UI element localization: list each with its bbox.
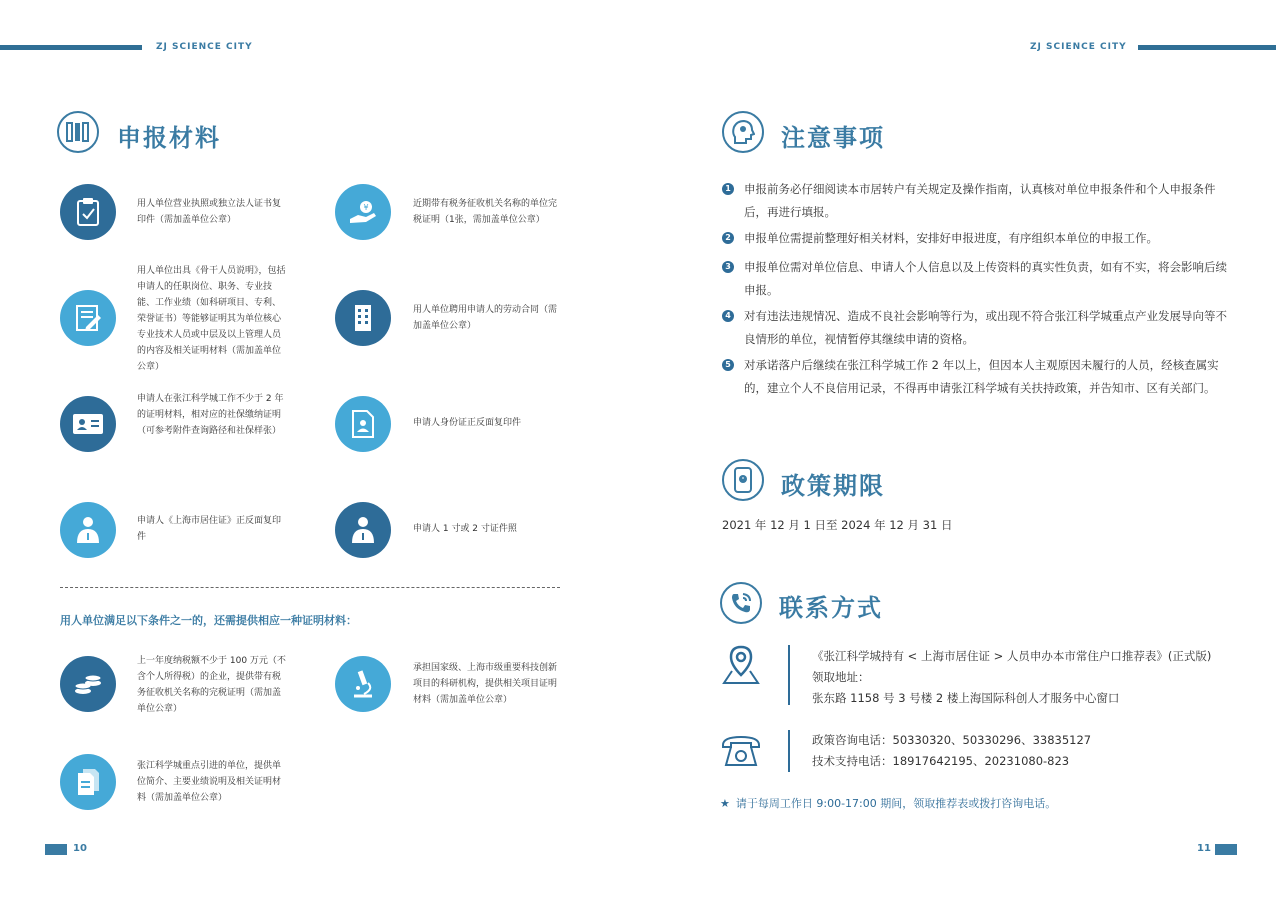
item-text: 申请人在张江科学城工作不少于 2 年的证明材料，相对应的社保缴纳证明（可参考附件查询路径和社保样张）: [137, 394, 284, 436]
item-text: 用人单位聘用申请人的劳动合同（需加盖单位公章）: [413, 305, 558, 331]
brand-left: ZJ SCIENCE CITY: [156, 42, 253, 52]
condition-heading: 用人单位满足以下条件之一的，还需提供相应一种证明材料：: [60, 614, 357, 627]
item-text: 申请人身份证正反面复印件: [413, 418, 522, 428]
page-number-bar-left: [45, 844, 67, 855]
person-photo-icon: [335, 502, 391, 558]
phone-line-2: 技术支持电话：18917642195、20231080-823: [812, 754, 1070, 768]
item-text: 用人单位出具《骨干人员说明》，包括申请人的任职岗位、职务、专业技能、工作业绩（如科研项目、专利、荣誉证书）等能够证明其为单位核心专业技术人员或中层及以上管理人员的内容及相关证明材料（需加盖单位公章）: [137, 266, 286, 372]
period-title: 政策期限: [781, 472, 885, 500]
footer-note-text: 请于每周工作日 9:00-17:00 期间，领取推荐表或拨打咨询电话。: [735, 797, 1057, 810]
note-item: [722, 305, 1232, 351]
id-card-icon: [60, 396, 116, 452]
item-text: 张江科学城重点引进的单位，提供单位简介、主要业绩说明及相关证明材料（需加盖单位公章）: [137, 761, 282, 803]
note-text: 申报单位需提前整理好相关材料，安排好申报进度，有序组织本单位的申报工作。: [744, 231, 1158, 245]
clipboard-check-icon: [60, 184, 116, 240]
note-number: 1: [722, 183, 734, 195]
note-text: 申报前务必仔细阅读本市居转户有关规定及操作指南，认真核对单位申报条件和个人申报条件后，再进行填报。: [744, 182, 1216, 219]
note-text: 申报单位需对单位信息、申请人个人信息以及上传资料的真实性负责，如有不实，将会影响后续申报。: [744, 260, 1227, 297]
item-text: 上一年度纳税额不少于 100 万元（不含个人所得税）的企业，提供带有税务征收机关名称的完税证明（需加盖单位公章）: [137, 656, 286, 714]
star-icon: ★: [720, 797, 730, 810]
note-item: [722, 354, 1232, 400]
address-line-3: 张东路 1158 号 3 号楼 2 楼上海国际科创人才服务中心窗口: [812, 691, 1120, 705]
item-text: 申请人 1 寸或 2 寸证件照: [413, 524, 517, 534]
period-text: 2021 年 12 月 1 日至 2024 年 12 月 31 日: [722, 518, 953, 532]
microscope-icon: [335, 656, 391, 712]
address-line-2: 领取地址：: [812, 670, 870, 684]
person-info-icon: [60, 502, 116, 558]
id-document-icon: [335, 396, 391, 452]
divider: [60, 587, 560, 588]
documents-icon: [60, 754, 116, 810]
page-number-right: 11: [1197, 843, 1211, 854]
note-number: 5: [722, 359, 734, 371]
coins-icon: [60, 656, 116, 712]
header-bar-right: [1138, 45, 1276, 50]
header-bar-left: [0, 45, 142, 50]
note-item: [722, 227, 1232, 250]
head-bulb-icon: [722, 111, 764, 153]
phone-divider: [788, 730, 790, 772]
note-number: 3: [722, 261, 734, 273]
item-text: 用人单位营业执照或独立法人证书复印件（需加盖单位公章）: [137, 199, 282, 225]
page-number-bar-right: [1215, 844, 1237, 855]
address-line-1: 《张江科学城持有 < 上海市居住证 > 人员申办本市常住户口推荐表》(正式版): [812, 649, 1212, 663]
building-icon: [335, 290, 391, 346]
note-text: 对承诺落户后继续在张江科学城工作 2 年以上，但因本人主观原因未履行的人员，经核查属实的，建立个人不良信用记录，不得再申请张江科学城有关扶持政策，并告知市、区有关部门。: [744, 358, 1219, 395]
note-number: 2: [722, 232, 734, 244]
books-icon: [57, 111, 99, 153]
note-item: [722, 256, 1232, 302]
telephone-icon: [720, 733, 762, 773]
item-text: 近期带有税务征收机关名称的单位完税证明（1张，需加盖单位公章）: [413, 199, 558, 225]
footer-note: [720, 795, 1056, 811]
page-number-left: 10: [73, 843, 87, 854]
notes-title: 注意事项: [781, 124, 885, 152]
phone-call-icon: [720, 582, 762, 624]
materials-title: 申报材料: [117, 124, 221, 152]
contact-title: 联系方式: [779, 594, 883, 622]
svg-text:¥: ¥: [363, 203, 369, 212]
address-divider: [788, 645, 790, 705]
item-text: 申请人《上海市居住证》正反面复印件: [137, 516, 282, 542]
location-pin-icon: [722, 645, 760, 689]
note-item: [722, 178, 1232, 224]
phone-line-1: 政策咨询电话：50330320、50330296、33835127: [812, 733, 1092, 747]
phone-clock-icon: [722, 459, 764, 501]
brand-right: ZJ SCIENCE CITY: [1030, 42, 1127, 52]
note-number: 4: [722, 310, 734, 322]
document-edit-icon: [60, 290, 116, 346]
note-text: 对有违法违规情况、造成不良社会影响等行为，或出现不符合张江科学城重点产业发展导向等不良情形的单位，视情暂停其继续申请的资格。: [744, 309, 1227, 346]
item-text: 承担国家级、上海市级重要科技创新项目的科研机构，提供相关项目证明材料（需加盖单位公章）: [413, 663, 558, 705]
hand-money-icon: [335, 184, 391, 240]
